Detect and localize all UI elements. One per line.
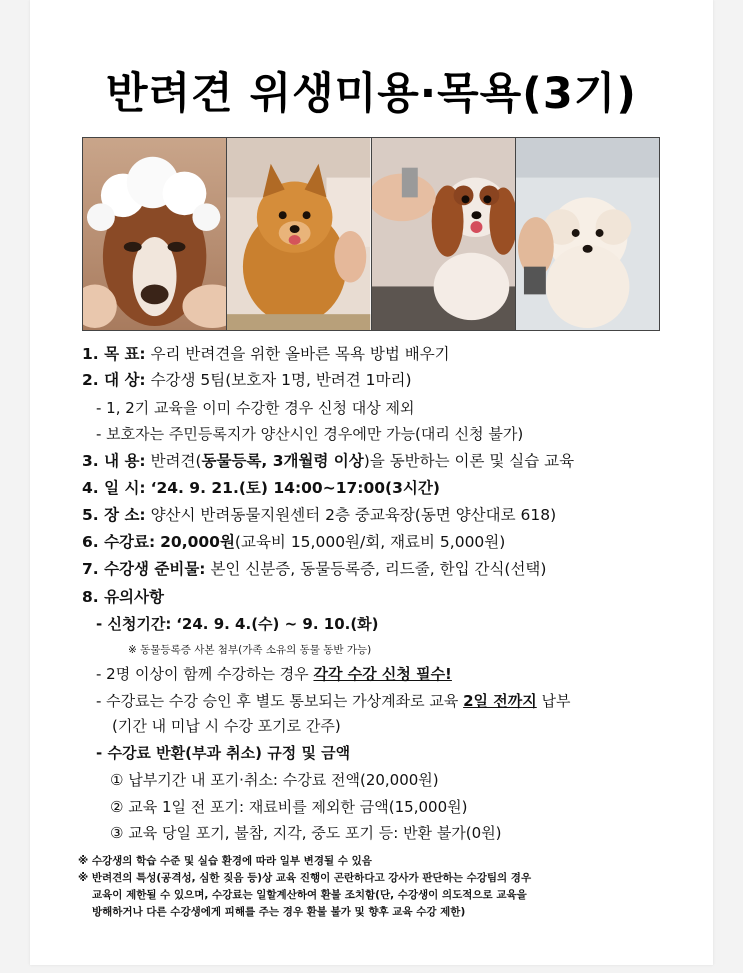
footnote-2b: 교육이 제한될 수 있으며, 수강료는 일할계산하여 환불 조치함(단, 수강생이 의도적으로 교육을 — [92, 889, 527, 901]
fee-detail: (교육비 15,000원/회, 재료비 5,000원) — [234, 533, 506, 551]
period-label: - 신청기간: — [96, 615, 172, 633]
place-label: 5. 장 소: — [82, 506, 146, 524]
refund-item-2: ② 교육 1일 전 포기: 재료비를 제외한 금액(15,000원) — [110, 798, 468, 816]
page-title: 반려견 위생미용·목욕(3기) — [106, 69, 637, 119]
goal-line — [82, 344, 450, 364]
fee-amount: 20,000원 — [160, 533, 235, 551]
target-sub-2: - 보호자는 주민등록지가 양산시인 경우에만 가능(대리 신청 불가) — [96, 425, 524, 443]
payment-deadline: 2일 전까지 — [463, 692, 537, 710]
dog-bath-photo — [83, 138, 227, 330]
place-text: 양산시 반려동물지원센터 2층 중교육장(동면 양산대로 618) — [150, 506, 557, 524]
content-bold: 동물등록, 3개월령 이상 — [201, 452, 364, 470]
goal-text: 우리 반려견을 위한 올바른 목욕 방법 배우기 — [150, 345, 450, 363]
content-line — [82, 451, 574, 471]
flyer-page — [30, 0, 713, 965]
two-person-bold: 각각 수강 신청 필수! — [313, 665, 452, 683]
prep-text: 본인 신분증, 동물등록증, 리드줄, 한입 간식(선택) — [210, 560, 547, 578]
refund-item-3: ③ 교육 당일 포기, 불참, 지각, 중도 포기 등: 반환 불가(0원) — [110, 824, 502, 842]
prep-line — [82, 559, 546, 579]
payment-pre: - 수강료는 수강 승인 후 별도 통보되는 가상계좌로 교육 — [96, 692, 459, 710]
date-line — [82, 478, 440, 498]
period-text: ‘24. 9. 4.(수) ~ 9. 10.(화) — [176, 615, 379, 633]
date-label: 4. 일 시: — [82, 479, 146, 497]
fee-label: 6. 수강료: — [82, 533, 156, 551]
fee-line — [82, 532, 505, 552]
pomeranian-photo — [227, 138, 371, 330]
target-line — [82, 370, 412, 390]
notes-heading: 8. 유의사항 — [82, 588, 164, 606]
refund-heading: - 수강료 반환(부과 취소) 규정 및 금액 — [96, 744, 351, 762]
prep-label: 7. 수강생 준비물: — [82, 560, 206, 578]
payment-line — [96, 691, 571, 711]
footnote-1: ※ 수강생의 학습 수준 및 실습 환경에 따라 일부 변경될 수 있음 — [78, 855, 372, 867]
two-person-pre: - 2명 이상이 함께 수강하는 경우 — [96, 665, 309, 683]
date-text: ‘24. 9. 21.(토) 14:00~17:00(3시간) — [150, 479, 440, 497]
place-line — [82, 505, 556, 525]
poodle-photo — [516, 138, 659, 330]
footnote-2a: ※ 반려견의 특성(공격성, 심한 짖음 등)상 교육 진행이 곤란하다고 강사가 판단하는 수강팀의 경우 — [78, 872, 532, 884]
content-post: )을 동반하는 이론 및 실습 교육 — [363, 452, 575, 470]
goal-label: 1. 목 표: — [82, 345, 146, 363]
payment-sub: (기간 내 미납 시 수강 포기로 간주) — [112, 717, 341, 735]
payment-post: 납부 — [541, 692, 571, 710]
two-person-line — [96, 664, 452, 684]
refund-item-1: ① 납부기간 내 포기·취소: 수강료 전액(20,000원) — [110, 771, 439, 789]
period-line — [96, 614, 379, 634]
content-pre: 반려견( — [150, 452, 202, 470]
content-label: 3. 내 용: — [82, 452, 146, 470]
period-note: ※ 동물등록증 사본 첨부(가족 소유의 동물 동반 가능) — [128, 644, 372, 656]
footnote-2c: 방해하거나 다른 수강생에게 피해를 주는 경우 환불 불가 및 향후 교육 수강 제한) — [92, 906, 466, 918]
target-label: 2. 대 상: — [82, 371, 146, 389]
target-sub-1: - 1, 2기 교육을 이미 수강한 경우 신청 대상 제외 — [96, 399, 415, 417]
target-text: 수강생 5팀(보호자 1명, 반려견 1마리) — [150, 371, 412, 389]
photo-strip — [82, 137, 660, 331]
spaniel-photo — [372, 138, 516, 330]
